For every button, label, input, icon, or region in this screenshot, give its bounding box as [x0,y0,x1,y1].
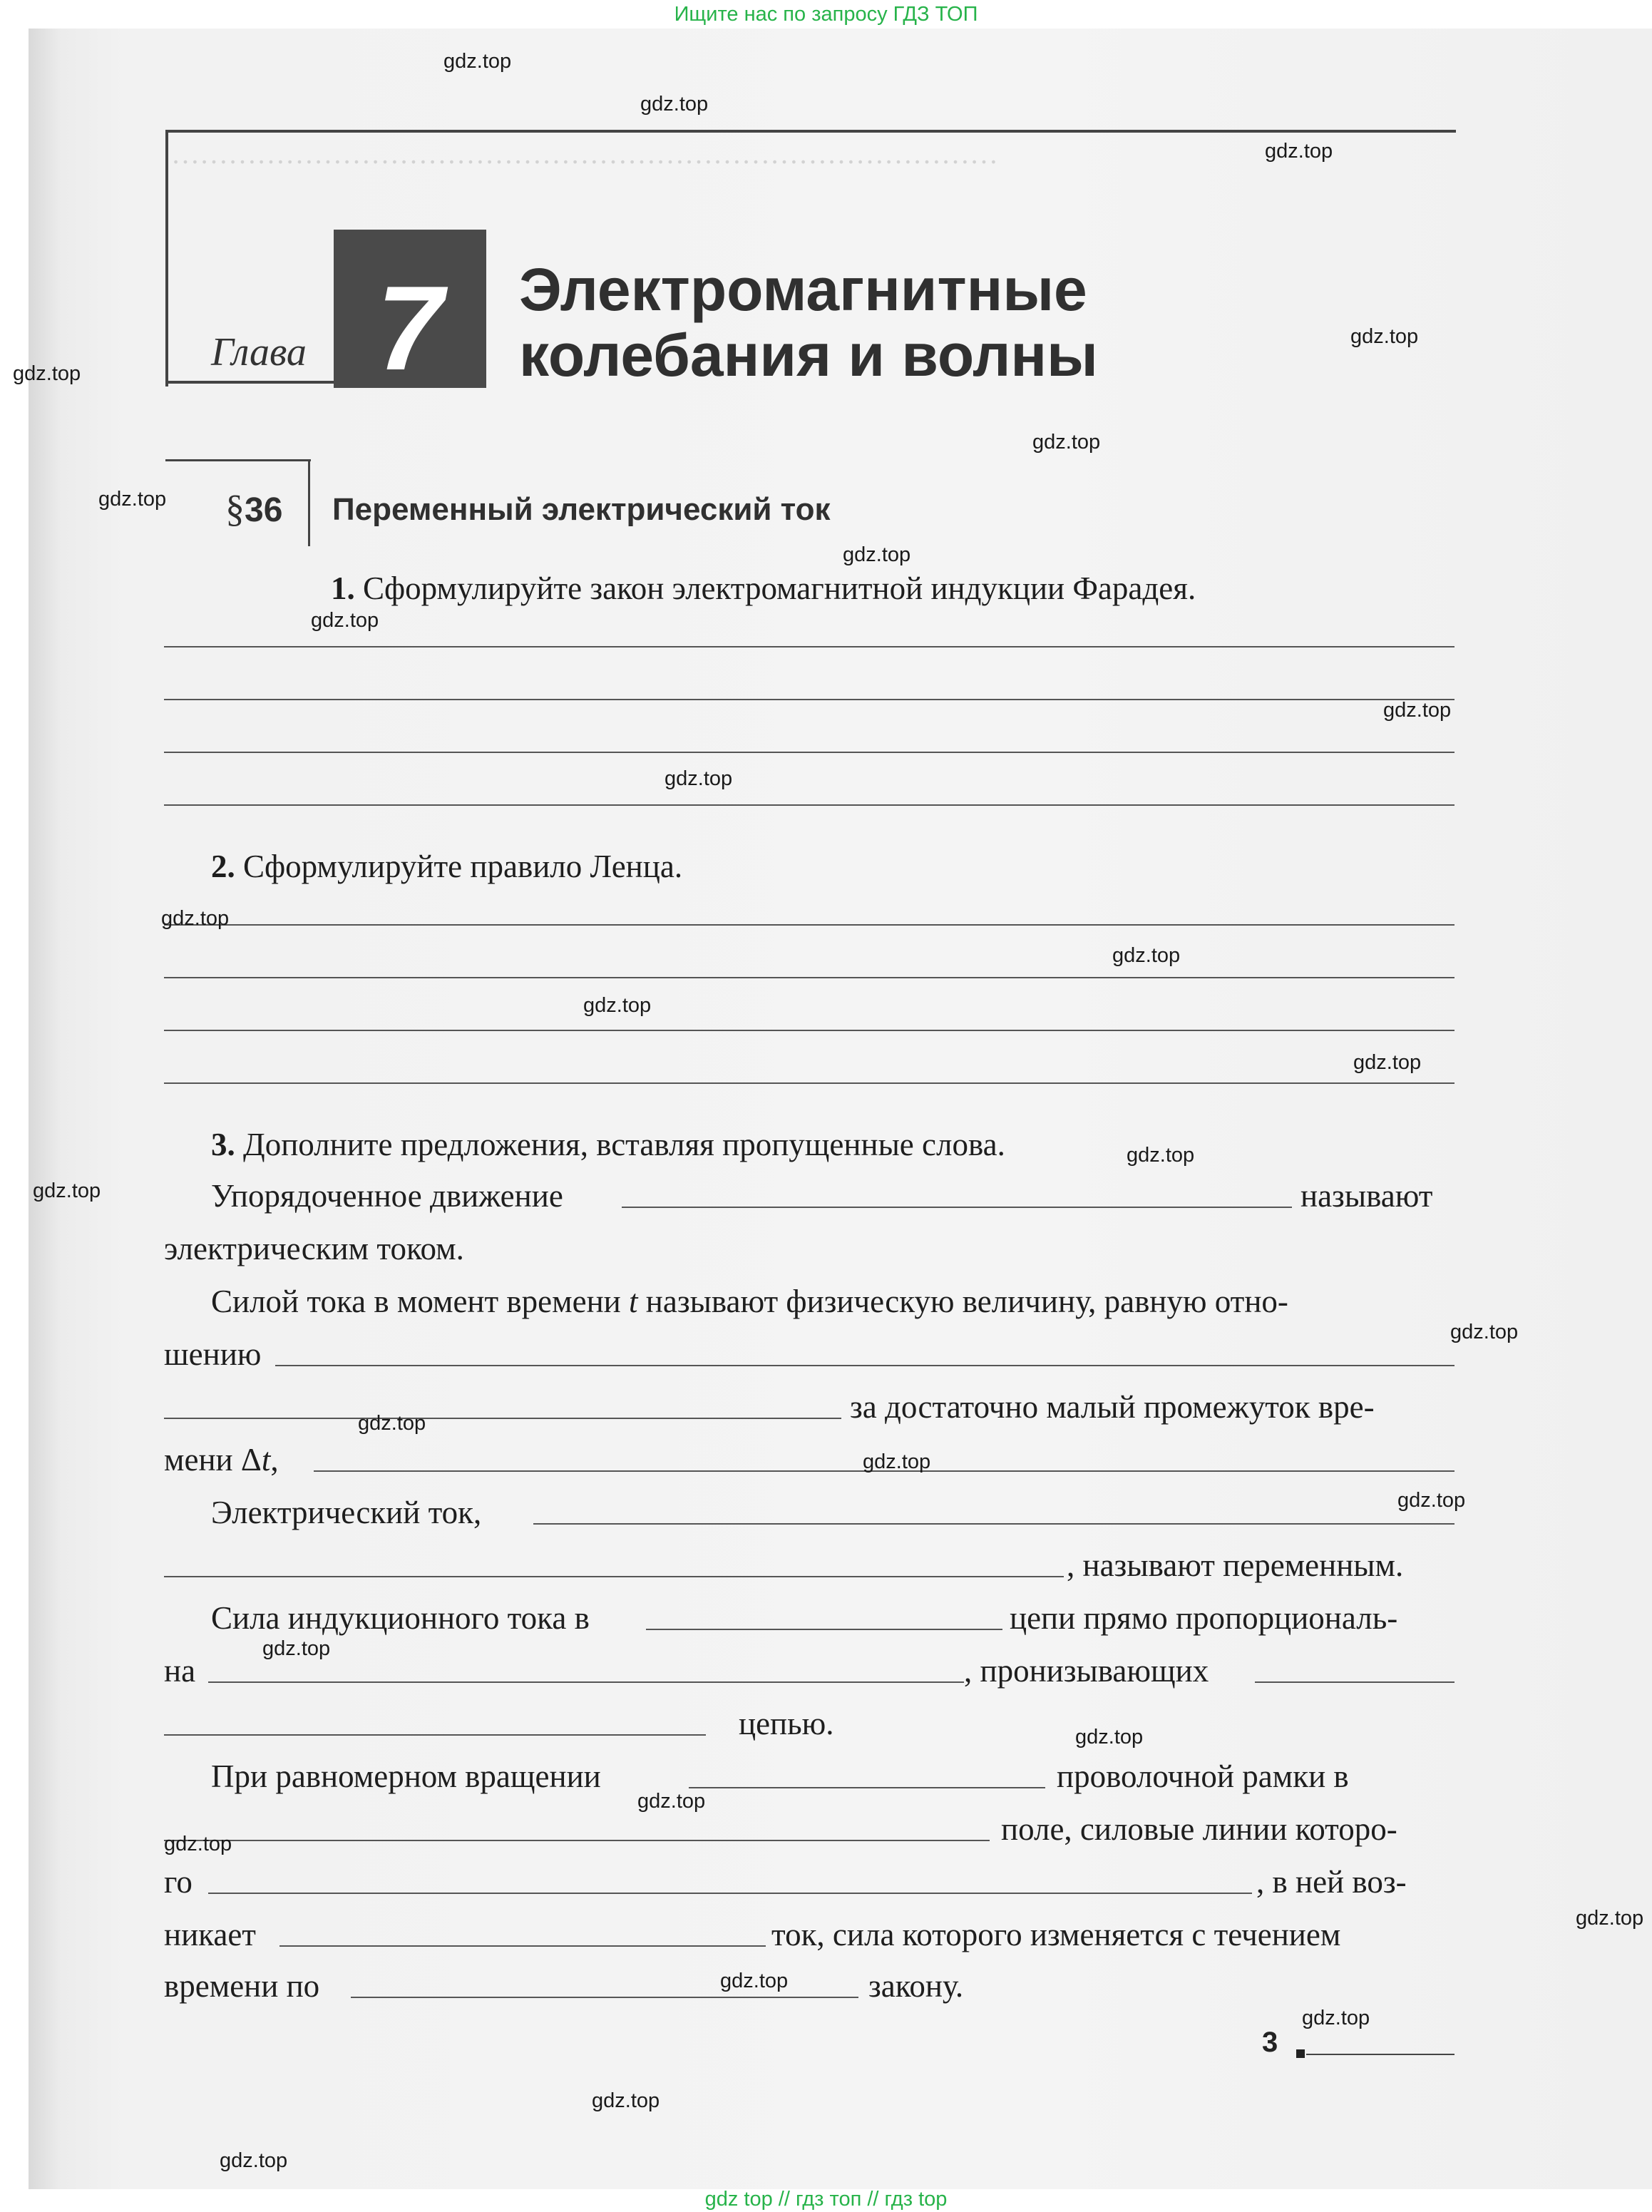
watermark: gdz.top [358,1412,426,1435]
task-1 [331,570,1196,608]
s2-mid: называют физическую величину, равную отно- [645,1284,1288,1319]
answer-line[interactable] [164,924,1455,926]
section-number [225,486,282,531]
fill-in-blank[interactable] [164,1840,990,1841]
fill-in-blank[interactable] [275,1365,1455,1366]
s4-mid: цепи прямо пропорциональ- [1010,1600,1398,1636]
fill-in-blank[interactable] [208,1681,964,1683]
s2-delta-end: , [270,1442,279,1478]
s5-mid: проволочной рамки в [1057,1758,1349,1794]
s3-end: , называют переменным. [1067,1547,1404,1583]
task-2 [211,849,682,886]
answer-line[interactable] [164,699,1455,700]
s5-start: При равномерном вращении [211,1758,601,1794]
s2-start: Силой тока в момент времени [211,1284,621,1319]
fill-in-blank[interactable] [689,1787,1045,1788]
watermark: gdz.top [220,2149,288,2172]
watermark: gdz.top [443,50,512,73]
task-3-text: Дополните предложения, вставляя пропущенные слова. [243,1127,1005,1162]
task-1-number: 1. [331,570,355,606]
s4-line2-start: на [164,1653,196,1689]
fill-in-blank[interactable] [1255,1681,1455,1683]
s2-delta: мени Δ [164,1442,262,1478]
fill-in-blank[interactable] [279,1945,766,1947]
top-banner[interactable]: Ищите нас по запросу ГДЗ ТОП [674,3,978,26]
s5-line5-end: закону. [868,1968,964,2004]
fill-in-blank[interactable] [164,1734,706,1736]
watermark: gdz.top [1450,1321,1519,1343]
s3-start: Электрический ток, [211,1495,482,1530]
task-2-number: 2. [211,849,235,884]
watermark: gdz.top [1265,140,1333,163]
s2-line1 [211,1284,1288,1321]
watermark: gdz.top [98,488,167,511]
fill-in-blank[interactable] [164,1418,841,1419]
s2-line4 [164,1442,279,1479]
page-number-rule [1306,2054,1455,2055]
s2-delta-variable: t [261,1442,271,1478]
watermark: gdz.top [164,1833,232,1855]
s4-line2-mid: , пронизывающих [964,1653,1209,1689]
s4-start: Сила индукционного тока в [211,1600,590,1636]
s1-cont: электрическим током. [164,1231,464,1266]
s2-line3-end: за достаточно малый промежуток вре- [850,1389,1375,1425]
section-divider [308,459,310,546]
watermark: gdz.top [1350,325,1419,348]
page-number: 3 [1262,2027,1278,2058]
section-number-value: 36 [245,491,283,529]
watermark: gdz.top [583,994,652,1017]
watermark: gdz.top [1383,699,1452,722]
fill-in-blank[interactable] [208,1893,1252,1894]
watermark: gdz.top [665,767,733,790]
s5-line3-end: , в ней воз- [1256,1864,1407,1900]
s5-line4-end: ток, сила которого изменяется с течением [771,1917,1341,1952]
s4-end: цепью. [739,1706,834,1741]
task-3-number: 3. [211,1127,235,1162]
watermark: gdz.top [1127,1144,1195,1167]
section-sign: § [225,487,245,530]
fill-in-blank[interactable] [622,1207,1292,1208]
s1-start: Упорядоченное движение [211,1178,563,1214]
watermark: gdz.top [262,1637,331,1660]
watermark: gdz.top [1353,1051,1422,1074]
bleed-through: …………………………………………………………………………… [171,138,998,170]
answer-line[interactable] [164,752,1455,753]
s5-line5-start: времени по [164,1968,320,2004]
watermark: gdz.top [311,609,379,632]
watermark: gdz.top [13,362,81,385]
s2-variable: t [629,1284,638,1319]
watermark: gdz.top [640,93,709,116]
watermark: gdz.top [1032,431,1101,454]
chapter-number-box [334,230,486,395]
s1-end: называют [1300,1178,1433,1214]
fill-in-blank[interactable] [164,1576,1064,1577]
s5-line2-end: поле, силовые линии которо- [1001,1811,1397,1847]
chapter-title [519,257,1098,388]
watermark: gdz.top [161,907,230,930]
watermark: gdz.top [1397,1489,1466,1512]
watermark: gdz.top [1075,1726,1144,1748]
answer-line[interactable] [164,977,1455,978]
watermark: gdz.top [1302,2007,1370,2029]
fill-in-blank[interactable] [351,1997,858,1998]
chapter-frame-rule [165,381,334,384]
watermark: gdz.top [720,1970,789,1992]
watermark: gdz.top [1576,1907,1644,1930]
answer-line[interactable] [164,1030,1455,1031]
task-2-text: Сформулируйте правило Ленца. [243,849,683,884]
fill-in-blank[interactable] [533,1523,1455,1525]
chapter-label: Глава [211,330,307,374]
answer-line[interactable] [164,646,1455,647]
task-3 [211,1127,1005,1164]
watermark: gdz.top [863,1450,931,1473]
s5-line3-start: го [164,1864,193,1900]
watermark: gdz.top [843,543,911,566]
section-title: Переменный электрический ток [332,492,831,527]
chapter-title-line-2: колебания и волны [519,322,1098,389]
fill-in-blank[interactable] [646,1629,1002,1630]
watermark: gdz.top [637,1790,706,1813]
task-1-text: Сформулируйте закон электромагнитной индукции Фарадея. [363,570,1196,606]
watermark: gdz.top [33,1179,101,1202]
watermark: gdz.top [592,2089,660,2112]
answer-line[interactable] [164,804,1455,806]
s5-line4-start: никает [164,1917,256,1952]
chapter-title-line-1: Электромагнитные [519,256,1087,323]
answer-line[interactable] [164,1082,1455,1084]
watermark: gdz.top [1112,944,1181,967]
s2-line2-start: шению [164,1336,262,1372]
chapter-number: 7 [376,261,443,395]
bottom-banner[interactable]: gdz top // гдз топ // гдз top [704,2188,948,2211]
section-rule [165,459,311,461]
page-number-marker [1296,2049,1305,2058]
